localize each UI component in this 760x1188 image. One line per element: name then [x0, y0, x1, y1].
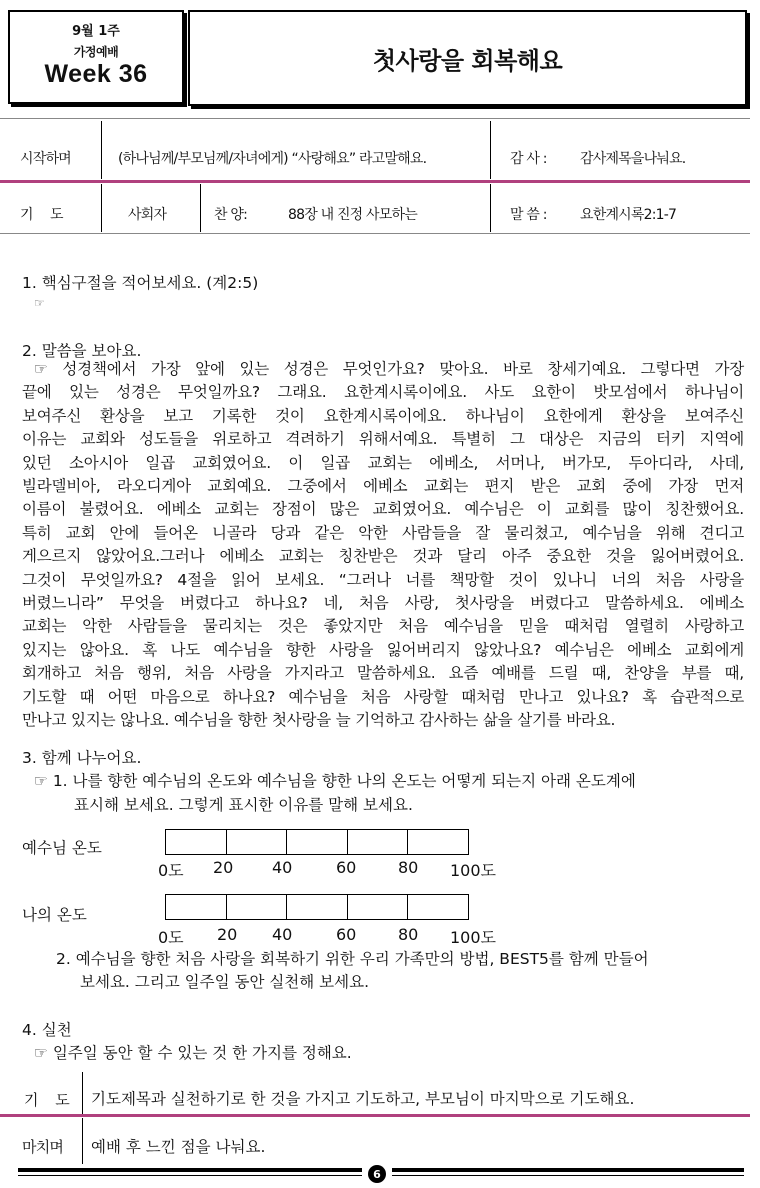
opening-text: (하나님께/부모님께/자녀에게) “사랑해요” 라고말해요. — [118, 151, 427, 167]
sermon-line: 있던 소아시아 일곱 교회였어요. 이 일곱 교회는 에베소, 서머나, 버가모, 두아디라, 사데, — [22, 453, 744, 472]
row1-label: 시작하며 — [20, 151, 71, 167]
week-box — [8, 10, 184, 104]
divider — [82, 1118, 83, 1164]
closing-prayer-label: 기 도 — [24, 1091, 76, 1109]
footer-line-left — [18, 1175, 362, 1176]
thanks-label: 감 사 : — [510, 151, 547, 167]
scale-tick: 100도 — [450, 928, 496, 947]
closing-end-label: 마치며 — [22, 1138, 64, 1156]
sermon-line: 있지는 않아요. 혹 나도 예수님을 향한 사랑을 잃어버리지 않았나요? 예수님은 에베소 교회에게 — [22, 640, 744, 659]
section4-title: 4. 실천 — [22, 1021, 72, 1039]
question2-line1: 2. 예수님을 향한 처음 사랑을 회복하기 위한 우리 가족만의 방법, BEST5를 함께 만들어 — [56, 950, 649, 968]
thanks-value: 감사제목을나눠요. — [580, 151, 686, 167]
page-number: 6 — [368, 1165, 386, 1183]
sermon-line: 버렸느니라” 무엇을 버렸다고 하나요? 네, 처음 사랑, 첫사랑을 버렸다고 말씀하세요. 에베소 — [22, 594, 744, 613]
scale-tick: 0도 — [158, 928, 184, 947]
question2-line2: 보세요. 그리고 일주일 동안 실천해 보세요. — [80, 973, 370, 991]
week-number: Week 36 — [44, 60, 148, 88]
divider — [490, 121, 491, 179]
word-value: 요한계시록2:1-7 — [580, 207, 677, 223]
section3-title: 3. 함께 나누어요. — [22, 749, 142, 767]
sermon-line: 그것이 무엇일까요? 4절을 읽어 보세요. “그러나 너를 책망할 것이 있나니 너의 처음 사랑을 — [22, 570, 744, 589]
scale-tick: 40 — [272, 858, 293, 877]
hymn-label: 찬 양: — [214, 207, 248, 223]
sermon-line: 게으르지 않았어요.그러나 에베소 교회는 칭찬받은 것과 달리 아주 중요한 것을 잃어버렸어요. — [22, 547, 744, 566]
sermon-line: ☞ 성경책에서 가장 앞에 있는 성경은 무엇인가요? 맞아요. 바로 창세기예요. 그렇다면 가장 — [34, 360, 744, 378]
sermon-line: 교회는 악한 사람들을 물리치는 것은 좋았지만 처음 예수님을 믿을 때처럼 열렬히 사랑하고 — [22, 617, 744, 636]
date-label: 9월 1주 — [72, 24, 120, 39]
scale-tick: 0도 — [158, 861, 184, 880]
sermon-paragraph — [22, 358, 744, 733]
scale-tick: 20 — [217, 925, 238, 944]
question1-line1: ☞ 1. 나를 향한 예수님의 온도와 예수님을 향한 나의 온도는 어떻게 되는지 아래 온도계에 — [34, 772, 636, 790]
question1-line2: 표시해 보세요. 그렇게 표시한 이유를 말해 보세요. — [74, 796, 413, 814]
pointer-icon: ☞ — [34, 296, 45, 310]
table-bottom-line — [0, 233, 750, 234]
section1-title: 1. 핵심구절을 적어보세요. (계2:5) — [22, 274, 259, 292]
closing-prayer-text: 기도제목과 실천하기로 한 것을 가지고 기도하고, 부모님이 마지막으로 기도해요. — [91, 1090, 635, 1108]
page-title: 첫사랑을 회복해요 — [372, 46, 563, 75]
service-label: 가정예배 — [73, 45, 119, 59]
table-top-line — [0, 118, 750, 119]
divider — [82, 1072, 83, 1116]
footer-bar-right — [392, 1168, 744, 1172]
scale-tick: 100도 — [450, 861, 496, 880]
sermon-line: 빌라델비아, 라오디게아 교회예요. 그중에서 에베소 교회는 편지 받은 교회 중에 가장 먼저 — [22, 477, 744, 496]
sermon-line: 끝에 있는 성경은 무엇일까요? 그래요. 요한계시록이에요. 사도 요한이 밧모섬에서 하나님이 — [22, 383, 744, 402]
divider — [101, 121, 102, 179]
thermometer1-label: 예수님 온도 — [22, 839, 102, 857]
title-box — [188, 10, 747, 106]
footer-line-right — [392, 1175, 744, 1176]
sermon-line: 보여주신 환상을 보고 기록한 것이 요한계시록이에요. 하나님이 요한에게 환상을 보여주신 — [22, 406, 744, 425]
sermon-line: 이유는 교회와 성도들을 위로하고 격려하기 위해서예요. 특별히 그 대상은 지금의 터키 지역에 — [22, 430, 744, 449]
thermometer-jesus[interactable] — [165, 829, 469, 855]
scale-tick: 80 — [398, 858, 419, 877]
scale-tick: 60 — [336, 858, 357, 877]
accent-divider — [0, 180, 750, 183]
divider — [101, 184, 102, 232]
divider — [490, 184, 491, 232]
closing-end-text: 예배 후 느낀 점을 나눠요. — [91, 1138, 266, 1156]
accent-divider — [0, 1114, 750, 1117]
scale-tick: 60 — [336, 925, 357, 944]
scale-tick: 40 — [272, 925, 293, 944]
leader-label: 사회자 — [128, 207, 167, 223]
scale-tick: 80 — [398, 925, 419, 944]
word-label: 말 씀 : — [510, 207, 547, 223]
sermon-line: 특히 교회 안에 들어온 니골라 당과 같은 악한 사람들을 잘 물리쳤고, 예수님을 위해 견디고 — [22, 523, 744, 542]
sermon-line: 이름이 불렸어요. 에베소 교회는 장점이 많은 교회였어요. 예수님은 이 교회를 많이 칭찬했어요. — [22, 500, 744, 519]
sermon-line: 회개하고 처음 행위, 처음 사랑을 가지라고 말씀하세요. 요즘 예배를 드릴 때, 찬양을 부를 때, — [22, 664, 744, 683]
divider — [200, 184, 201, 232]
row2-label: 기 도 — [20, 207, 70, 223]
scale-tick: 20 — [213, 858, 234, 877]
practice-line: ☞ 일주일 동안 할 수 있는 것 한 가지를 정해요. — [34, 1044, 352, 1062]
thermometer-me[interactable] — [165, 894, 469, 920]
sermon-line: 기도할 때 어떤 마음으로 하나요? 예수님을 처음 사랑할 때처럼 만나고 있나요? 혹 습관적으로 — [22, 687, 744, 706]
sermon-line: 만나고 있지는 않나요. 예수님을 향한 첫사랑을 늘 기억하고 감사하는 삶을 살기를 바라요. — [22, 711, 616, 730]
section2-title: 2. 말씀을 보아요. — [22, 342, 142, 360]
thermometer2-label: 나의 온도 — [22, 906, 87, 924]
hymn-value: 88장 내 진정 사모하는 — [288, 207, 417, 223]
footer-bar-left — [18, 1168, 362, 1172]
